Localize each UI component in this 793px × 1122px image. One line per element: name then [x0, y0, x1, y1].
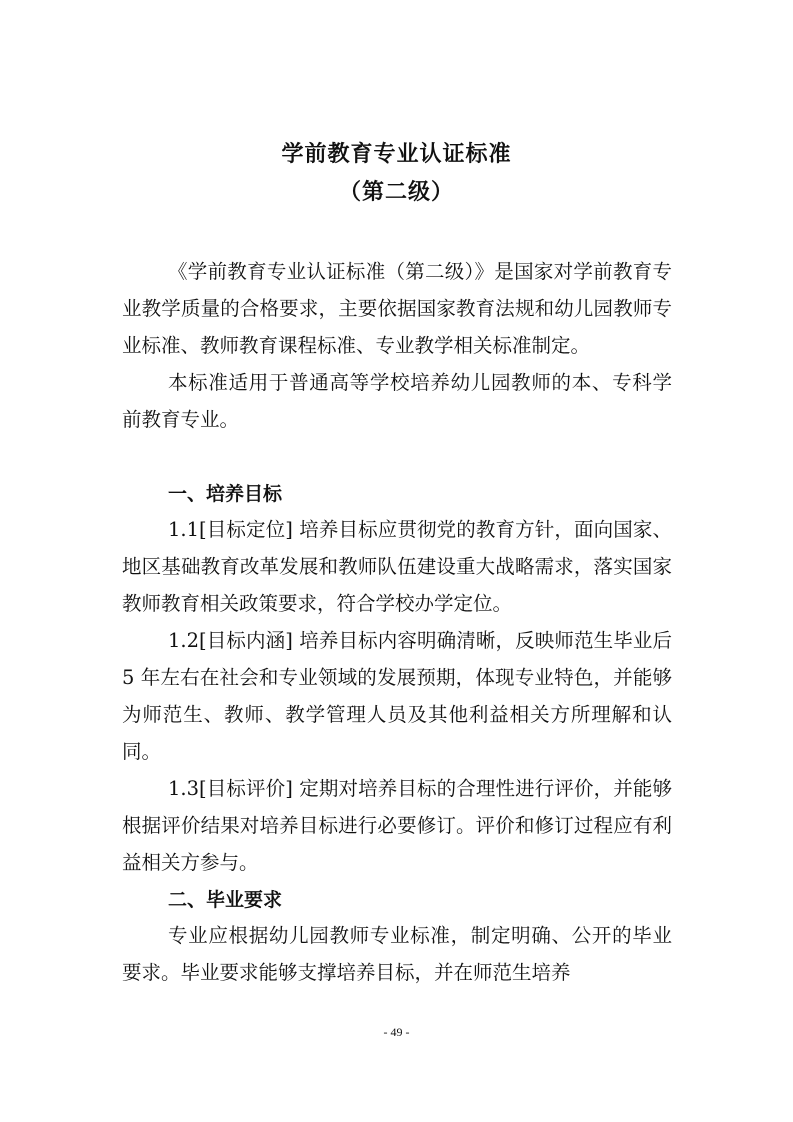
section1-item-1: 1.1[目标定位] 培养目标应贯彻党的教育方针，面向国家、地区基础教育改革发展和教师队伍建设重大战略需求，落实国家教师教育相关政策要求，符合学校办学定位。	[122, 518, 672, 615]
section-heading-1: 一、培养目标	[168, 483, 283, 505]
page-number: - 49 -	[383, 1025, 410, 1039]
document-subtitle: （第二级）	[338, 180, 454, 205]
intro-paragraph-1: 《学前教育专业认证标准（第二级）》是国家对学前教育专业教学质量的合格要求，主要依据国家教育法规和幼儿园教师专业标准、教师教育课程标准、专业教学相关标准制定。	[122, 260, 672, 357]
intro-paragraph-2: 本标准适用于普通高等学校培养幼儿园教师的本、专科学前教育专业。	[122, 371, 672, 431]
section-heading-2: 二、毕业要求	[168, 889, 283, 911]
section2-item-1: 专业应根据幼儿园教师专业标准，制定明确、公开的毕业要求。毕业要求能够支撑培养目标，并在师范生培养	[122, 924, 672, 984]
section1-item-2: 1.2[目标内涵] 培养目标内容明确清晰，反映师范生毕业后 5 年左右在社会和专业领域的发展预期，体现专业特色，并能够为师范生、教师、教学管理人员及其他利益相关方所理解和认同。	[122, 629, 672, 763]
section1-item-3: 1.3[目标评价] 定期对培养目标的合理性进行评价，并能够根据评价结果对培养目标进行必要修订。评价和修订过程应有利益相关方参与。	[122, 777, 672, 874]
document-title: 学前教育专业认证标准	[281, 142, 512, 167]
